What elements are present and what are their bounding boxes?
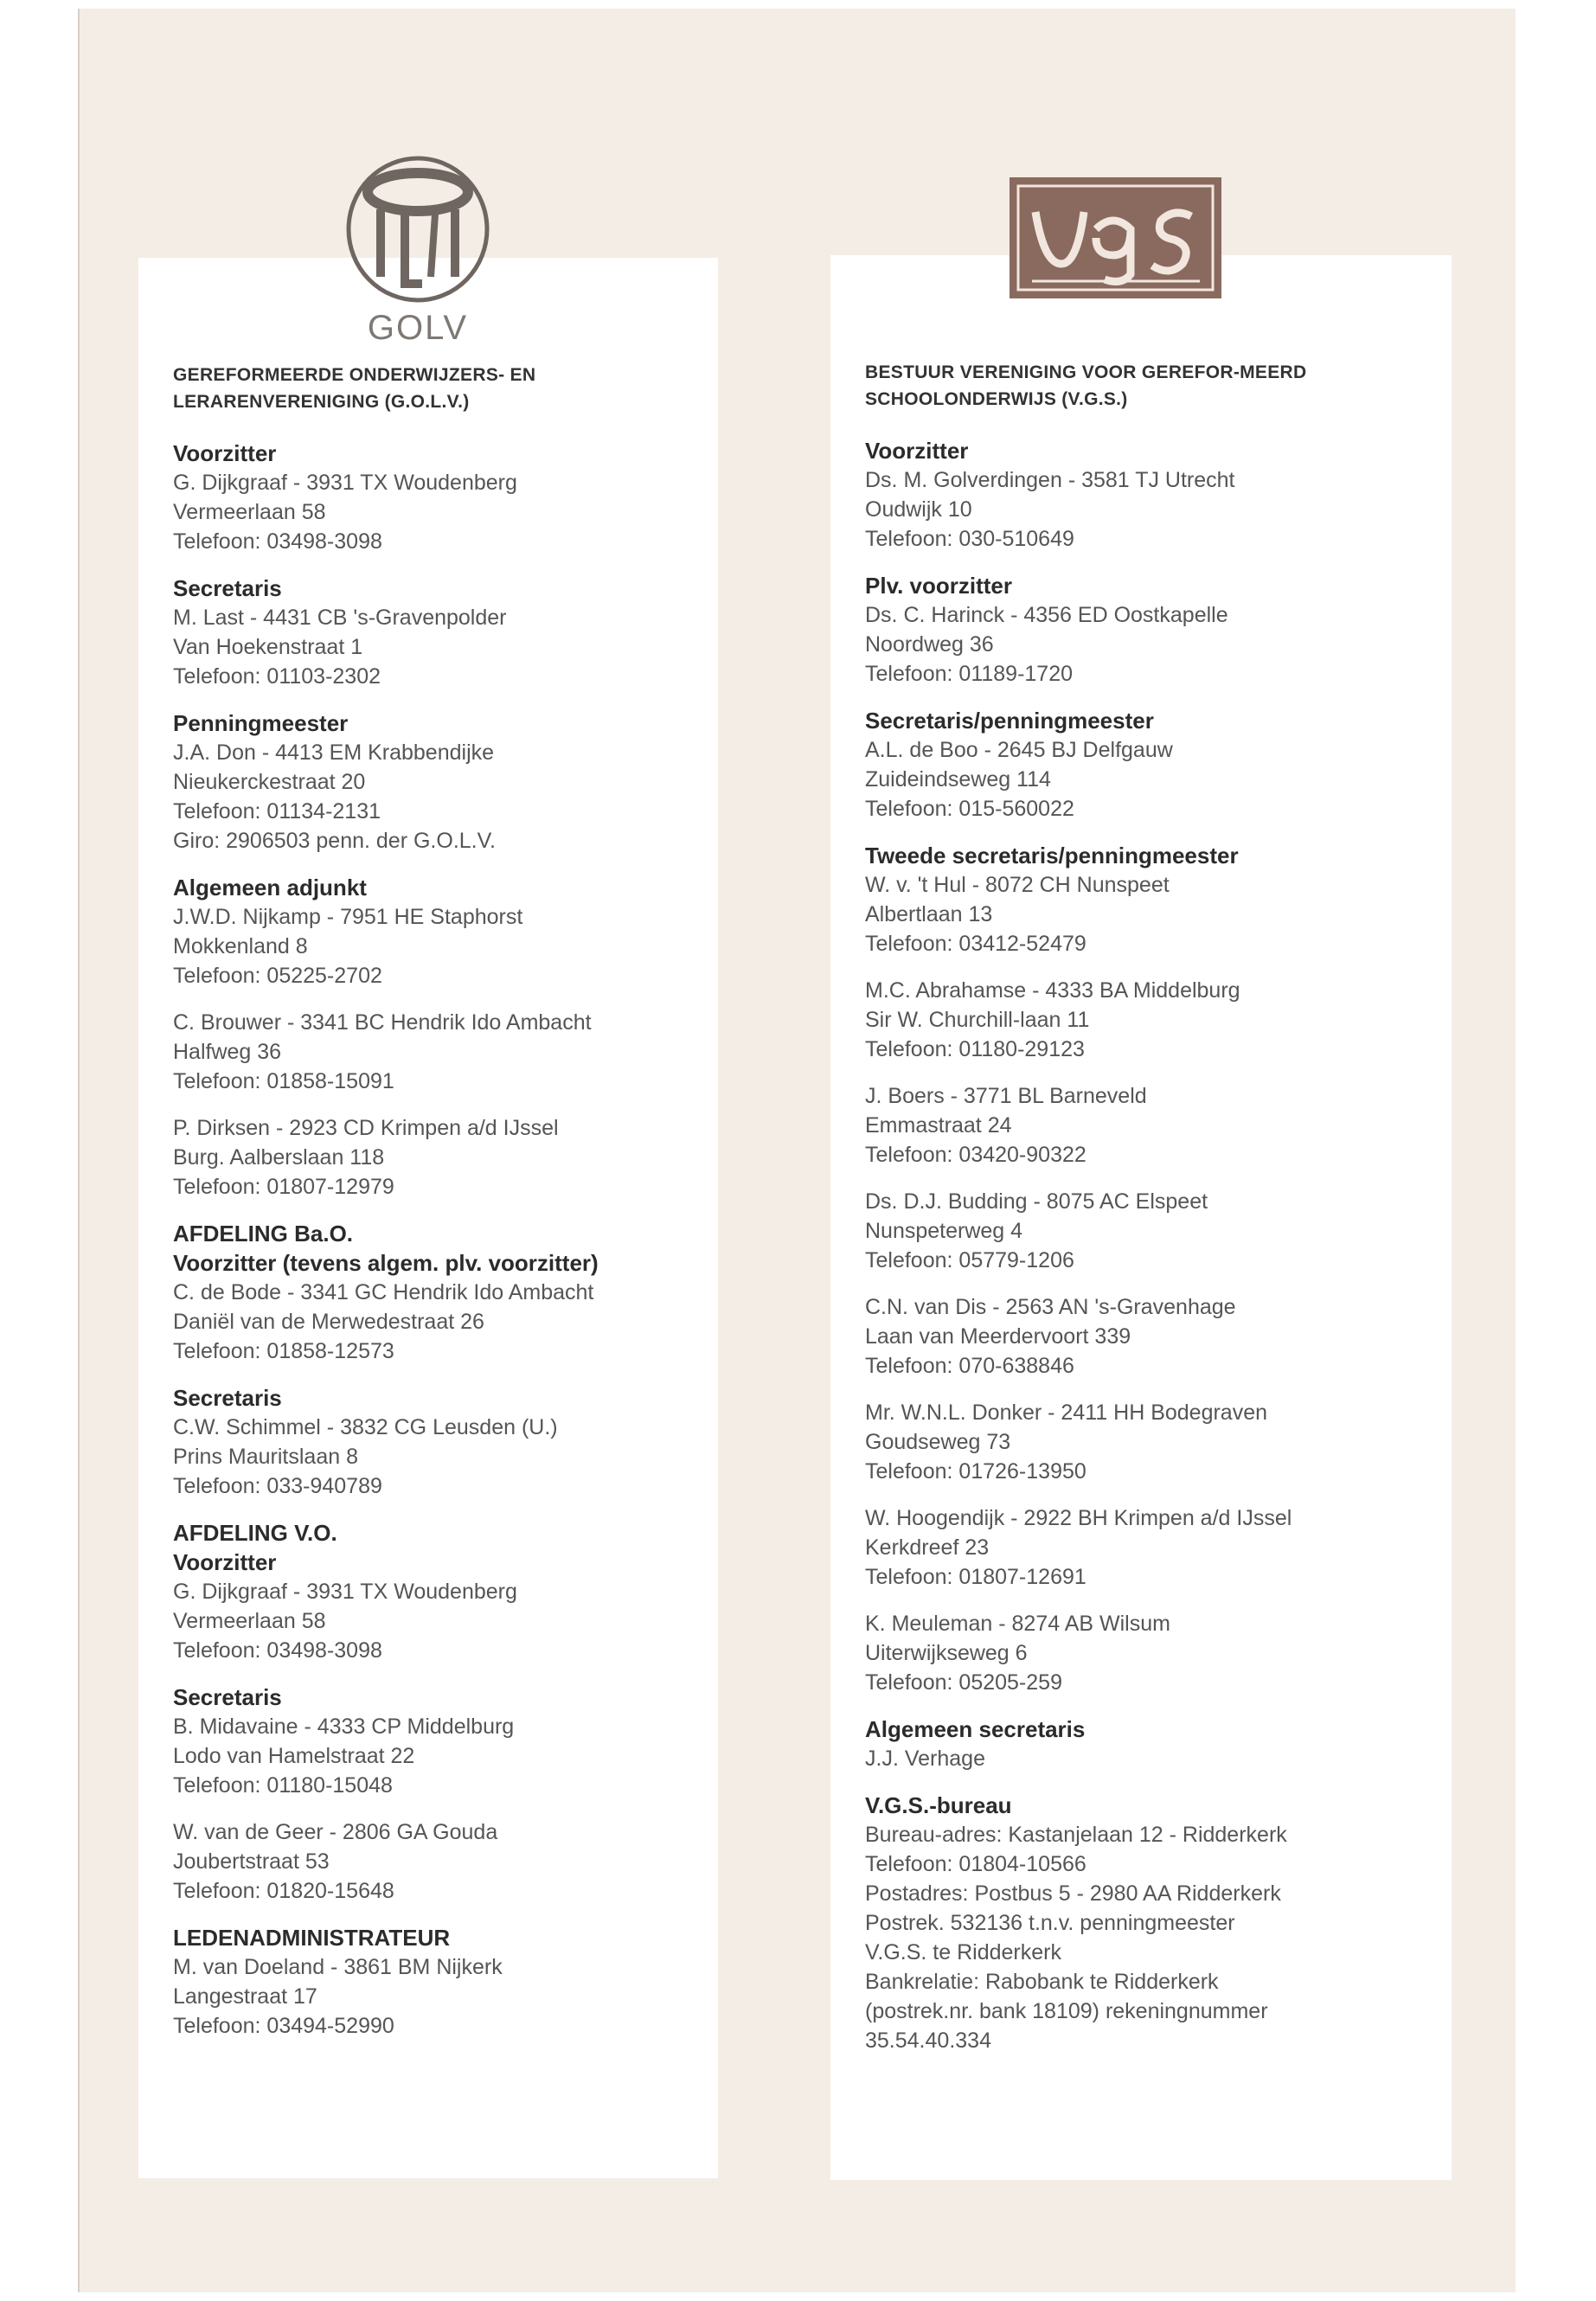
entry-line: M. van Doeland - 3861 BM Nijkerk (173, 1955, 503, 1979)
entry-heading: Secretaris (173, 1684, 282, 1710)
entry-line: Telefoon: 01103-2302 (173, 664, 381, 689)
vgs-entry (865, 841, 1452, 958)
vgs-logo-text (1221, 177, 1222, 178)
entry-heading: Secretaris (173, 575, 282, 601)
vgs-entry (865, 1187, 1452, 1275)
entry-line: M.C. Abrahamse - 4333 BA Middelburg (865, 978, 1240, 1003)
golv-logo (336, 147, 500, 363)
entry-line: P. Dirksen - 2923 CD Krimpen a/d IJssel (173, 1116, 559, 1140)
entry-line: Telefoon: 01807-12691 (865, 1565, 1086, 1589)
entry-heading: Secretaris/penningmeester (865, 708, 1154, 734)
entry-line: Telefoon: 05779-1206 (865, 1248, 1074, 1272)
entry-line: Telefoon: 01189-1720 (865, 662, 1074, 686)
entry-line: Laan van Meerdervoort 339 (865, 1324, 1131, 1349)
golv-column (138, 258, 718, 2178)
entry-line: Mokkenland 8 (173, 934, 308, 958)
entry-line: Ds. D.J. Budding - 8075 AC Elspeet (865, 1189, 1208, 1214)
entry-line: Kerkdreef 23 (865, 1535, 990, 1560)
entry-line: Goudseweg 73 (865, 1430, 1011, 1454)
entry-line: W. van de Geer - 2806 GA Gouda (173, 1820, 498, 1844)
vgs-logo (1010, 177, 1221, 298)
entry-line: Telefoon: 01726-13950 (865, 1459, 1086, 1484)
entry-line: Halfweg 36 (173, 1040, 282, 1064)
entry-line: Postrek. 532136 t.n.v. penningmeester (865, 1911, 1235, 1935)
entry-line: Sir W. Churchill-laan 11 (865, 1008, 1090, 1032)
entry-line: Telefoon: 01804-10566 (865, 1852, 1086, 1876)
golv-org-title: GEREFORMEERDE ONDERWIJZERS- EN LERARENVERENIGING (G.O.L.V.) (173, 365, 536, 412)
vgs-column (830, 255, 1452, 2180)
entry-line: Uiterwijkseweg 6 (865, 1641, 1028, 1665)
entry-line: Ds. C. Harinck - 4356 ED Oostkapelle (865, 603, 1228, 627)
vgs-entry (865, 1715, 1452, 1773)
entry-line: Daniël van de Merwedestraat 26 (173, 1310, 484, 1334)
page (78, 9, 1516, 2292)
entry-line: Telefoon: 030-510649 (865, 527, 1074, 551)
entry-line: W. v. 't Hul - 8072 CH Nunspeet (865, 873, 1170, 897)
entry-heading: Algemeen adjunkt (173, 875, 367, 901)
entry-line: Nunspeterweg 4 (865, 1219, 1023, 1243)
entry-line: Lodo van Hamelstraat 22 (173, 1744, 415, 1768)
golv-logo-icon (336, 147, 500, 311)
entry-line: Telefoon: 01134-2131 (173, 799, 381, 824)
entry-line: A.L. de Boo - 2645 BJ Delfgauw (865, 738, 1173, 762)
entry-line: Telefoon: 05205-259 (865, 1670, 1062, 1695)
golv-entry (173, 1219, 718, 1366)
entry-line: G. Dijkgraaf - 3931 TX Woudenberg (173, 471, 517, 495)
entry-line: C.N. van Dis - 2563 AN 's-Gravenhage (865, 1295, 1236, 1319)
entry-line: Bureau-adres: Kastanjelaan 12 - Ridderkerk (865, 1823, 1287, 1847)
vgs-entry (865, 976, 1452, 1064)
entry-line: Telefoon: 070-638846 (865, 1354, 1074, 1378)
entry-heading: Algemeen secretaris (865, 1716, 1086, 1742)
entry-line: Zuideindseweg 114 (865, 767, 1051, 792)
entry-heading: Tweede secretaris/penningmeester (865, 843, 1239, 868)
entry-line: Telefoon: 03412-52479 (865, 932, 1086, 956)
golv-entry (173, 439, 718, 556)
entry-line: (postrek.nr. bank 18109) rekeningnummer (865, 1999, 1268, 2023)
vgs-entry (865, 1791, 1452, 2055)
vgs-logo-icon (1010, 177, 1221, 298)
vgs-entry (865, 1081, 1452, 1170)
vgs-entry (865, 1503, 1452, 1592)
entry-line: Mr. W.N.L. Donker - 2411 HH Bodegraven (865, 1400, 1268, 1425)
entry-line: J.A. Don - 4413 EM Krabbendijke (173, 740, 495, 765)
entry-line: Emmastraat 24 (865, 1113, 1012, 1138)
entry-line: Telefoon: 05225-2702 (173, 964, 382, 988)
golv-entry (173, 1113, 718, 1202)
entry-line: Telefoon: 01180-29123 (865, 1037, 1085, 1061)
golv-entry (173, 1008, 718, 1096)
entry-line: Prins Mauritslaan 8 (173, 1445, 358, 1469)
entry-subheading: Voorzitter (173, 1549, 277, 1575)
entry-line: Telefoon: 03420-90322 (865, 1143, 1086, 1167)
entry-line: J.W.D. Nijkamp - 7951 HE Staphorst (173, 905, 523, 929)
entry-heading: LEDENADMINISTRATEUR (173, 1925, 451, 1951)
entry-line: Telefoon: 01820-15648 (173, 1879, 394, 1903)
vgs-entry (865, 1398, 1452, 1486)
entry-line: Telefoon: 03498-3098 (173, 1638, 382, 1663)
entry-line: Telefoon: 01807-12979 (173, 1175, 394, 1199)
entry-line: Ds. M. Golverdingen - 3581 TJ Utrecht (865, 468, 1235, 492)
entry-line: Postadres: Postbus 5 - 2980 AA Ridderkerk (865, 1881, 1281, 1906)
golv-entry (173, 873, 718, 990)
entry-line: W. Hoogendijk - 2922 BH Krimpen a/d IJssel (865, 1506, 1292, 1530)
entry-line: Burg. Aalberslaan 118 (173, 1145, 385, 1170)
entry-line: Vermeerlaan 58 (173, 500, 326, 524)
entry-line: Telefoon: 03494-52990 (173, 2014, 394, 2038)
entry-line: Telefoon: 015-560022 (865, 797, 1074, 821)
entry-line: Telefoon: 01858-15091 (173, 1069, 394, 1093)
entry-line: C.W. Schimmel - 3832 CG Leusden (U.) (173, 1415, 558, 1439)
entry-line: Joubertstraat 53 (173, 1849, 330, 1874)
entry-line: G. Dijkgraaf - 3931 TX Woudenberg (173, 1580, 517, 1604)
entry-heading: Secretaris (173, 1385, 282, 1411)
entry-line: Giro: 2906503 penn. der G.O.L.V. (173, 829, 496, 853)
golv-entry (173, 1682, 718, 1800)
entry-line: Telefoon: 033-940789 (173, 1474, 382, 1498)
entry-line: Telefoon: 01180-15048 (173, 1773, 393, 1798)
entry-line: 35.54.40.334 (865, 2029, 991, 2053)
golv-entry (173, 1518, 718, 1665)
entry-line: Nieukerckestraat 20 (173, 770, 366, 794)
vgs-entry (865, 571, 1452, 689)
entry-line: J. Boers - 3771 BL Barneveld (865, 1084, 1147, 1108)
entry-heading: V.G.S.-bureau (865, 1792, 1012, 1818)
entry-line: C. Brouwer - 3341 BC Hendrik Ido Ambacht (173, 1010, 592, 1035)
golv-board-list (173, 439, 718, 2041)
entry-heading: AFDELING V.O. (173, 1520, 337, 1546)
entry-line: Albertlaan 13 (865, 902, 993, 926)
entry-line: J.J. Verhage (865, 1747, 985, 1771)
vgs-entry (865, 1292, 1452, 1381)
entry-line: Telefoon: 01858-12573 (173, 1339, 394, 1363)
entry-heading: Voorzitter (865, 438, 969, 464)
entry-line: Noordweg 36 (865, 632, 994, 657)
vgs-board-list (865, 436, 1452, 2055)
entry-line: Vermeerlaan 58 (173, 1609, 326, 1633)
entry-heading: Voorzitter (173, 440, 277, 466)
entry-subheading: Voorzitter (tevens algem. plv. voorzitter) (173, 1250, 599, 1276)
entry-line: K. Meuleman - 8274 AB Wilsum (865, 1612, 1170, 1636)
golv-entry (173, 1817, 718, 1906)
entry-line: V.G.S. te Ridderkerk (865, 1940, 1061, 1965)
entry-line: C. de Bode - 3341 GC Hendrik Ido Ambacht (173, 1280, 594, 1304)
entry-heading: Penningmeester (173, 710, 349, 736)
golv-entry (173, 1383, 718, 1501)
entry-line: M. Last - 4431 CB 's-Gravenpolder (173, 606, 507, 630)
entry-line: Van Hoekenstraat 1 (173, 635, 363, 659)
golv-logo-caption: GOLV (367, 309, 469, 347)
vgs-entry (865, 1609, 1452, 1697)
entry-line: Langestraat 17 (173, 1984, 317, 2009)
entry-line: B. Midavaine - 4333 CP Middelburg (173, 1715, 515, 1739)
entry-heading: Plv. voorzitter (865, 573, 1013, 599)
entry-line: Bankrelatie: Rabobank te Ridderkerk (865, 1970, 1219, 1994)
vgs-entry (865, 706, 1452, 824)
vgs-org-title: BESTUUR VERENIGING VOOR GEREFOR-MEERD SCHOOLONDERWIJS (V.G.S.) (865, 362, 1307, 409)
entry-line: Telefoon: 03498-3098 (173, 529, 382, 554)
golv-entry (173, 708, 718, 856)
golv-entry (173, 574, 718, 691)
entry-heading: AFDELING Ba.O. (173, 1221, 354, 1247)
entry-line: Oudwijk 10 (865, 497, 972, 522)
golv-entry (173, 1923, 718, 2041)
vgs-entry (865, 436, 1452, 554)
